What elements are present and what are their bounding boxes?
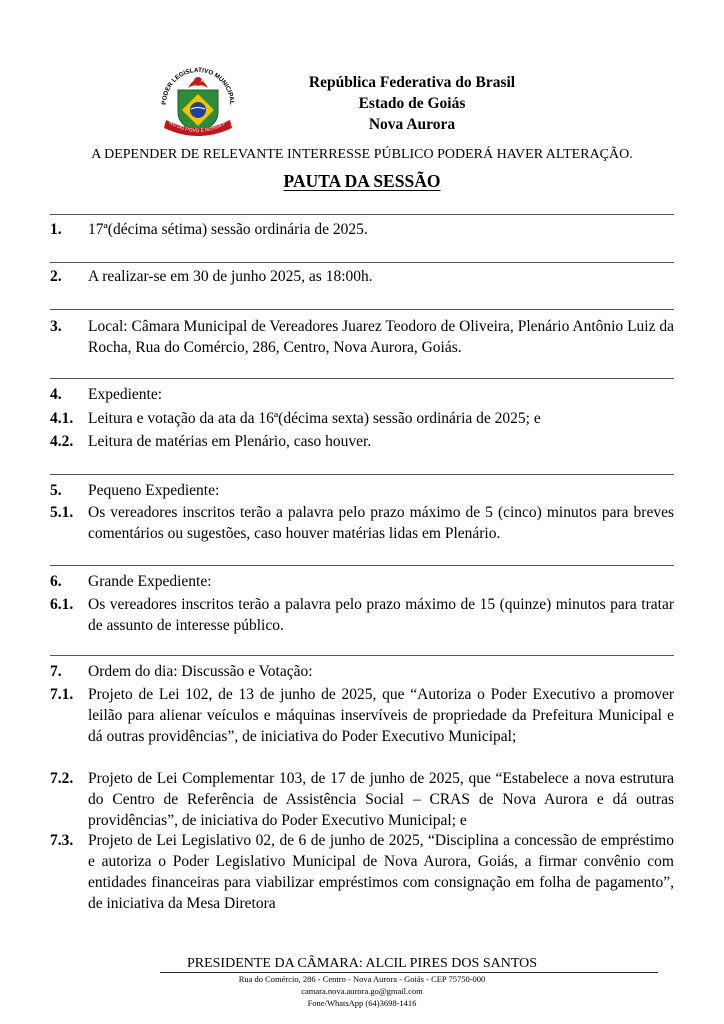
item-text: Ordem do dia: Discussão e Votação:	[88, 663, 313, 680]
change-notice: A DEPENDER DE RELEVANTE INTERRESSE PÚBLICO PODERÁ HAVER ALTERAÇÃO.	[91, 147, 633, 162]
footer-phone: Fone/WhatsApp (64)3698-1416	[307, 998, 417, 1008]
item-number: 7.2.	[50, 770, 74, 787]
item-text: Leitura e votação da ata da 16ª(décima sexta) sessão ordinária de 2025; e	[88, 410, 541, 427]
item-number: 7.1.	[50, 686, 74, 703]
item-text: Expediente:	[88, 386, 163, 403]
footer-divider	[160, 972, 658, 973]
divider	[50, 655, 674, 656]
item-number: 7.3.	[50, 832, 74, 849]
item-number: 5.1.	[50, 504, 74, 521]
divider	[50, 262, 674, 263]
divider	[50, 565, 674, 566]
item-text: Local: Câmara Municipal de Vereadores Juarez Teodoro de Oliveira, Plenário Antônio Luiz da Rocha, Rua do Comércio, 286, Centro, Nova Aurora, Goiás.	[88, 318, 674, 356]
footer-address: Rua do Comércio, 286 - Centro - Nova Aurora - Goiás - CEP 75750-000	[238, 974, 486, 984]
divider	[50, 214, 674, 215]
letterhead-titles	[300, 72, 524, 135]
item-number: 6.	[50, 573, 62, 590]
item-text: Pequeno Expediente:	[88, 482, 220, 499]
footer-email: camara.nova.aurora.go@gmail.com	[301, 986, 423, 996]
item-text: A realizar-se em 30 de junho 2025, as 18:00h.	[88, 268, 373, 285]
divider	[50, 378, 674, 379]
country-line: República Federativa do Brasil	[308, 74, 516, 91]
item-number: 4.	[50, 386, 62, 403]
president-signature-line: PRESIDENTE DA CÂMARA: ALCIL PIRES DOS SANTOS	[186, 956, 538, 971]
crest-top-text: PODER LEGISLATIVO MUNICIPAL	[160, 66, 236, 105]
page-title: PAUTA DA SESSÃO	[283, 171, 441, 191]
item-number: 4.2.	[50, 433, 74, 450]
item-number: 2.	[50, 268, 62, 285]
state-line: Estado de Goiás	[358, 95, 466, 112]
item-number: 5.	[50, 482, 62, 499]
item-number: 7.	[50, 663, 62, 680]
divider	[50, 309, 674, 310]
city-line: Nova Aurora	[368, 116, 456, 133]
item-text: Grande Expediente:	[88, 573, 212, 590]
item-number: 3.	[50, 318, 62, 335]
item-text: Projeto de Lei 102, de 13 de junho de 2025, que “Autoriza o Poder Executivo a promover leilão para alienar veículos e máquinas inservíveis de propriedade da Prefeitura Municipal e dá outras providências”, de iniciativa do Poder Executivo Municipal;	[88, 686, 674, 745]
item-number: 6.1.	[50, 596, 74, 613]
letterhead	[0, 0, 724, 150]
item-number: 4.1.	[50, 410, 74, 427]
item-text: Os vereadores inscritos terão a palavra pelo prazo máximo de 15 (quinze) minutos para tratar de assunto de interesse público.	[88, 596, 674, 634]
divider	[50, 474, 674, 475]
item-text: Projeto de Lei Complementar 103, de 17 de junho de 2025, que “Estabelece a nova estrutura do Centro de Referência de Assistência Social – CRAS de Nova Aurora e dá outras providências”, de iniciativa do Poder Executivo Municipal; e	[88, 770, 674, 829]
chamber-crest-logo	[158, 64, 238, 144]
item-number: 1.	[50, 221, 62, 238]
item-text: Os vereadores inscritos terão a palavra pelo prazo máximo de 5 (cinco) minutos para breves comentários ou sugestões, caso houver matérias lidas em Plenário.	[88, 504, 674, 542]
crest-ribbon-text: ÃO DO POVO É NOSSA F	[167, 119, 227, 135]
item-text: Leitura de matérias em Plenário, caso houver.	[88, 433, 372, 450]
item-text: 17ª(décima sétima) sessão ordinária de 2025.	[88, 221, 368, 238]
item-text: Projeto de Lei Legislativo 02, de 6 de junho de 2025, “Disciplina a concessão de empréstimo e autoriza o Poder Legislativo Municipal de Nova Aurora, Goiás, a firmar convênio com entidades financeiras para viabilizar empréstimos com consignação em folha de pagamento”, de iniciativa da Mesa Diretora	[88, 832, 674, 912]
